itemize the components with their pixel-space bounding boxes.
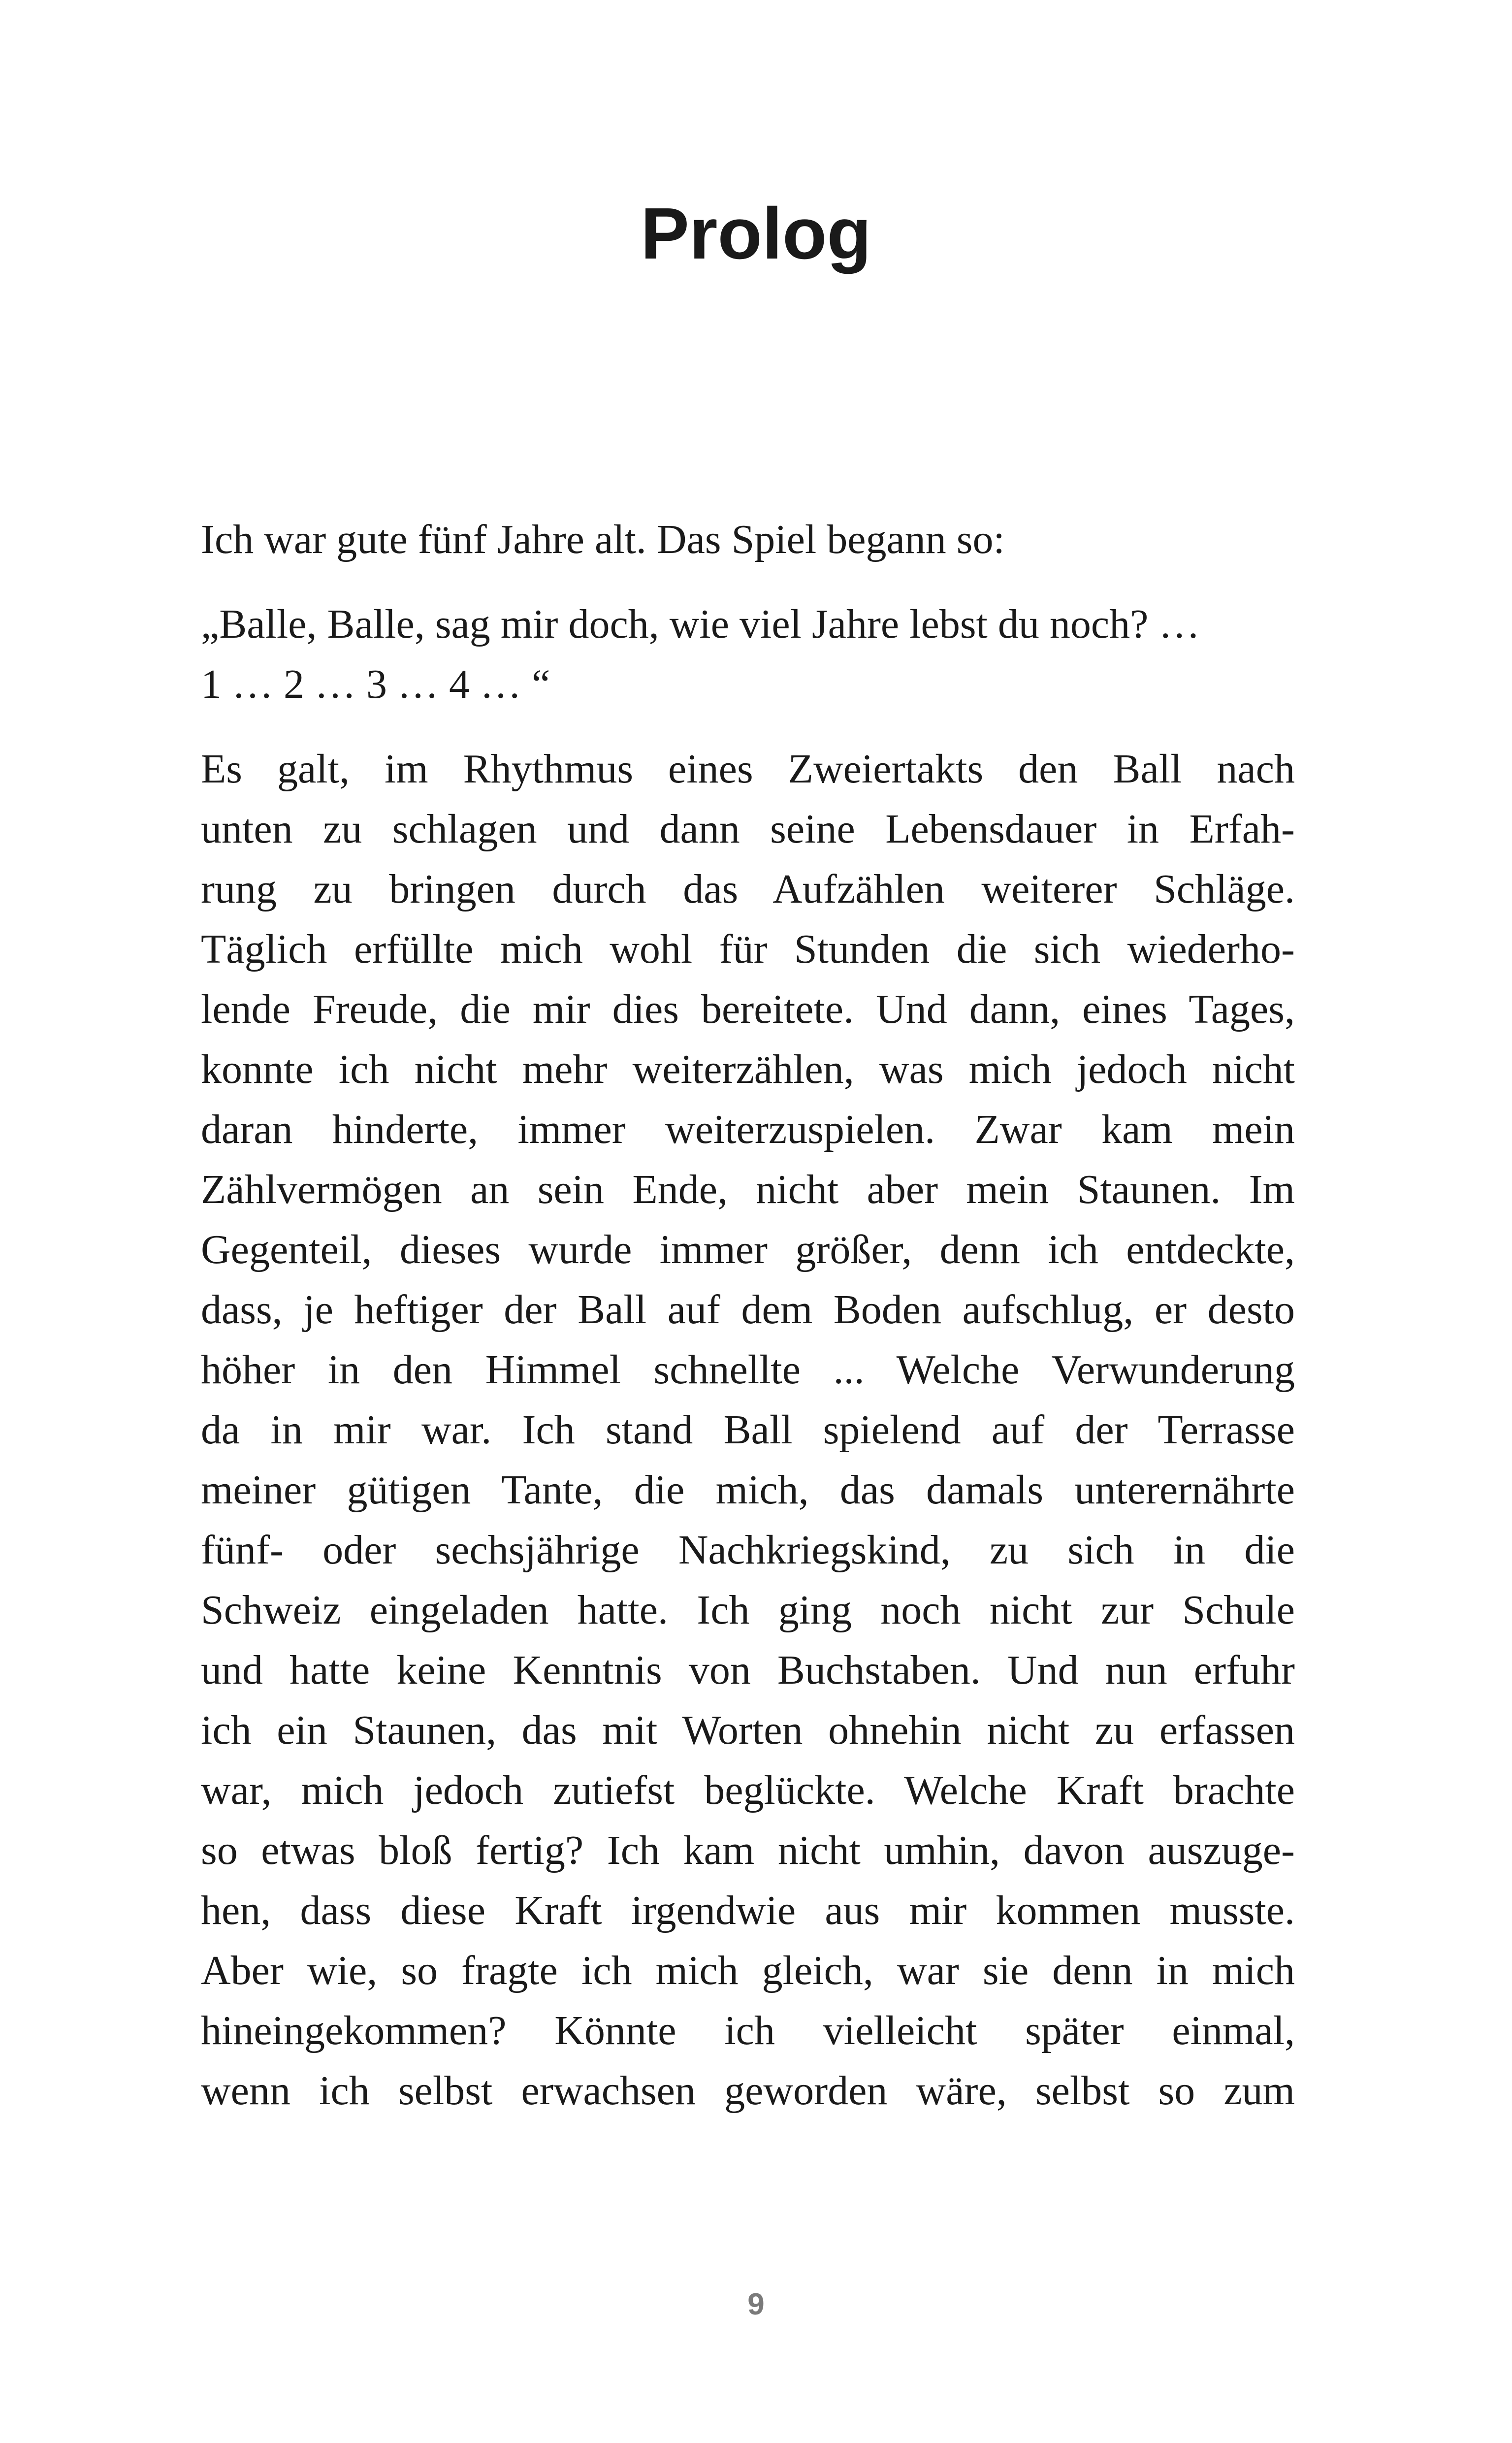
text-line: Täglich erfüllte mich wohl für Stunden die sich wiederho-: [201, 926, 1295, 972]
text-line: und hatte keine Kenntnis von Buchstaben. Und nun erfuhr: [201, 1647, 1295, 1693]
text-line: Es galt, im Rhythmus eines Zweiertakts den Ball nach: [201, 746, 1295, 792]
paragraph-main: [201, 739, 1295, 2121]
text-line: rung zu bringen durch das Aufzählen weiterer Schläge.: [201, 866, 1295, 912]
paragraph-intro: [201, 510, 1295, 570]
text-line: daran hinderte, immer weiterzuspielen. Zwar kam mein: [201, 1107, 1295, 1152]
text-line: ich ein Staunen, das mit Worten ohnehin nicht zu erfassen: [201, 1707, 1295, 1753]
text-line: Ich war gute fünf Jahre alt. Das Spiel begann so:: [201, 517, 1005, 562]
text-line: Zählvermögen an sein Ende, nicht aber mein Staunen. Im: [201, 1167, 1295, 1212]
text-line: konnte ich nicht mehr weiterzählen, was mich jedoch nicht: [201, 1046, 1295, 1092]
text-line: 1 … 2 … 3 … 4 … “: [201, 661, 550, 707]
text-line: war, mich jedoch zutiefst beglückte. Welche Kraft brachte: [201, 1767, 1295, 1813]
text-line: Schweiz eingeladen hatte. Ich ging noch nicht zur Schule: [201, 1587, 1295, 1633]
text-line: wenn ich selbst erwachsen geworden wäre, selbst so zum: [201, 2068, 1295, 2114]
text-line: meiner gütigen Tante, die mich, das damals unterernährte: [201, 1467, 1295, 1513]
text-line: „Balle, Balle, sag mir doch, wie viel Jahre lebst du noch? …: [201, 601, 1200, 647]
text-line: Gegenteil, dieses wurde immer größer, denn ich entdeckte,: [201, 1227, 1295, 1272]
text-line: hineingekommen? Könnte ich vielleicht später einmal,: [201, 2008, 1295, 2053]
page-number: 9: [747, 2287, 765, 2321]
text-line: hen, dass diese Kraft irgendwie aus mir kommen musste.: [201, 1888, 1295, 1933]
text-line: höher in den Himmel schnellte ... Welche Verwunderung: [201, 1347, 1295, 1393]
text-line: dass, je heftiger der Ball auf dem Boden aufschlug, er desto: [201, 1287, 1295, 1333]
text-line: unten zu schlagen und dann seine Lebensdauer in Erfah-: [201, 806, 1295, 852]
text-line: Aber wie, so fragte ich mich gleich, war sie denn in mich: [201, 1948, 1295, 1993]
text-line: da in mir war. Ich stand Ball spielend auf der Terrasse: [201, 1407, 1295, 1453]
paragraph-rhyme: [201, 594, 1295, 715]
body-text: [201, 510, 1295, 2121]
chapter-title: Prolog: [641, 193, 871, 274]
text-line: lende Freude, die mir dies bereitete. Und dann, eines Tages,: [201, 986, 1295, 1032]
text-line: fünf- oder sechsjährige Nachkriegskind, zu sich in die: [201, 1527, 1295, 1573]
text-line: so etwas bloß fertig? Ich kam nicht umhin, davon auszuge-: [201, 1827, 1295, 1873]
